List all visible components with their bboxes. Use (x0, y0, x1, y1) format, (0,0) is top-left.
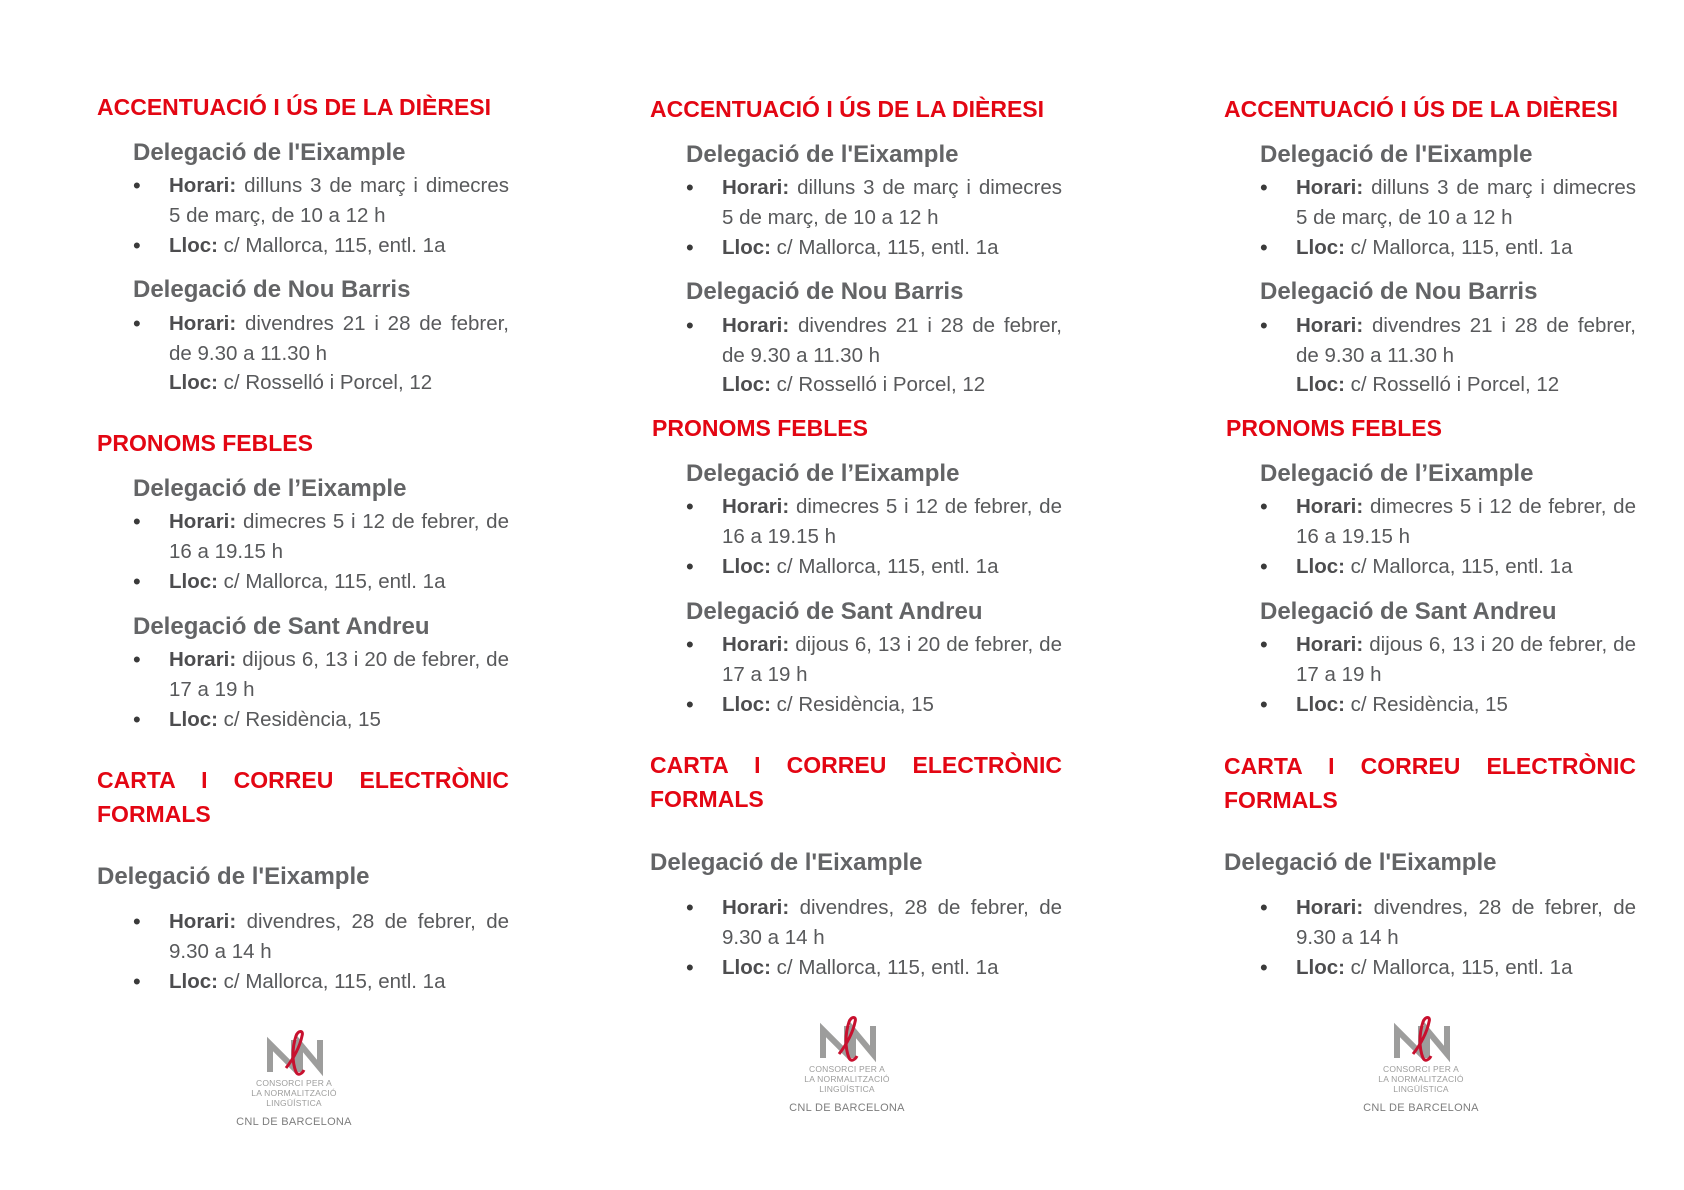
logo-text: LA NORMALITZACIÓ (1378, 1074, 1464, 1084)
section-title-carta (97, 763, 509, 831)
horari-label: Horari: (169, 312, 237, 335)
section-title-pronoms: PRONOMS FEBLES (652, 415, 868, 441)
lloc-text: c/ Mallorca, 115, entl. 1a (776, 555, 999, 578)
horari-text: divendres 21 i 28 de febrer, de 9.30 a 11.30 h (722, 314, 1062, 367)
section-title-accentuacio: ACCENTUACIÓ I ÚS DE LA DIÈRESI (650, 96, 1045, 122)
delegation-eixample: Delegació de l’Eixample (1260, 460, 1534, 487)
location-item (722, 690, 1062, 720)
horari-text: divendres, 28 de febrer, de 9.30 a 14 h (1296, 896, 1637, 949)
section-title-pronoms: PRONOMS FEBLES (97, 430, 313, 456)
lloc-text: c/ Rosselló i Porcel, 12 (223, 371, 433, 394)
horari-text: dijous 6, 13 i 20 de febrer, de 17 a 19 h (169, 648, 509, 701)
lloc-label: Lloc: (169, 708, 218, 731)
delegation-eixample: Delegació de l'Eixample (97, 863, 370, 890)
lloc-label: Lloc: (722, 956, 771, 979)
horari-label: Horari: (722, 314, 790, 337)
lloc-text: c/ Mallorca, 115, entl. 1a (223, 234, 446, 257)
schedule-item (1296, 311, 1636, 370)
horari-label: Horari: (1296, 896, 1364, 919)
delegation-eixample: Delegació de l'Eixample (650, 849, 923, 876)
cnl-logo-icon (817, 1014, 877, 1064)
horari-label: Horari: (169, 648, 237, 671)
delegation-sant-andreu: Delegació de Sant Andreu (686, 598, 983, 625)
lloc-label: Lloc: (169, 970, 218, 993)
logo-text: CONSORCI PER A (255, 1078, 332, 1088)
delegation-eixample: Delegació de l’Eixample (686, 460, 960, 487)
horari-text: divendres 21 i 28 de febrer, de 9.30 a 11.30 h (1296, 314, 1636, 367)
location-item (1296, 233, 1636, 263)
lloc-text: c/ Residència, 15 (223, 708, 381, 731)
cnl-logo (767, 1014, 927, 1114)
horari-label: Horari: (1296, 314, 1364, 337)
section-title-carta (1224, 749, 1636, 817)
location-item (722, 552, 1062, 582)
lloc-text: c/ Mallorca, 115, entl. 1a (776, 236, 999, 259)
section-title-line: CARTA I CORREU ELECTRÒNIC (97, 767, 509, 793)
section-title-line: CARTA I CORREU ELECTRÒNIC (1224, 753, 1636, 779)
location-item (1296, 370, 1636, 400)
delegation-eixample: Delegació de l'Eixample (1260, 141, 1533, 168)
horari-label: Horari: (169, 910, 237, 933)
cnl-logo (214, 1028, 374, 1128)
delegation-nou-barris: Delegació de Nou Barris (133, 276, 411, 303)
lloc-label: Lloc: (169, 371, 218, 394)
section-title-pronoms: PRONOMS FEBLES (1226, 415, 1442, 441)
horari-label: Horari: (169, 510, 237, 533)
column-2 (650, 0, 1070, 1190)
horari-label: Horari: (1296, 176, 1364, 199)
delegation-eixample: Delegació de l'Eixample (133, 139, 406, 166)
section-title-line: FORMALS (650, 786, 764, 812)
lloc-label: Lloc: (722, 693, 771, 716)
location-item (1296, 953, 1636, 983)
logo-text: CONSORCI PER A (1382, 1064, 1459, 1074)
delegation-sant-andreu: Delegació de Sant Andreu (1260, 598, 1557, 625)
schedule-item (1296, 492, 1636, 551)
delegation-sant-andreu: Delegació de Sant Andreu (133, 613, 430, 640)
lloc-label: Lloc: (1296, 236, 1345, 259)
lloc-text: c/ Mallorca, 115, entl. 1a (1350, 236, 1573, 259)
delegation-eixample: Delegació de l’Eixample (133, 475, 407, 502)
horari-text: dilluns 3 de març i dimecres 5 de març, de 10 a 12 h (722, 176, 1062, 229)
lloc-label: Lloc: (722, 555, 771, 578)
lloc-label: Lloc: (169, 570, 218, 593)
horari-text: divendres 21 i 28 de febrer, de 9.30 a 11.30 h (169, 312, 509, 365)
lloc-label: Lloc: (1296, 373, 1345, 396)
horari-text: dijous 6, 13 i 20 de febrer, de 17 a 19 h (1296, 633, 1636, 686)
lloc-text: c/ Mallorca, 115, entl. 1a (1350, 956, 1573, 979)
lloc-label: Lloc: (1296, 956, 1345, 979)
horari-text: divendres, 28 de febrer, de 9.30 a 14 h (169, 910, 510, 963)
lloc-text: c/ Mallorca, 115, entl. 1a (1350, 555, 1573, 578)
lloc-label: Lloc: (169, 234, 218, 257)
schedule-item (1296, 173, 1636, 232)
horari-label: Horari: (722, 176, 790, 199)
logo-footer: CNL DE BARCELONA (236, 1116, 352, 1128)
schedule-item (722, 311, 1062, 370)
horari-label: Horari: (722, 896, 790, 919)
logo-text: CONSORCI PER A (808, 1064, 885, 1074)
lloc-label: Lloc: (722, 373, 771, 396)
logo-text: LINGÜÍSTICA (1393, 1084, 1449, 1094)
lloc-text: c/ Rosselló i Porcel, 12 (776, 373, 986, 396)
schedule-item (722, 630, 1062, 689)
schedule-item (169, 171, 509, 230)
location-item (169, 368, 509, 398)
horari-text: divendres, 28 de febrer, de 9.30 a 14 h (722, 896, 1063, 949)
horari-text: dilluns 3 de març i dimecres 5 de març, de 10 a 12 h (169, 174, 509, 227)
section-title-line: FORMALS (1224, 787, 1338, 813)
lloc-text: c/ Rosselló i Porcel, 12 (1350, 373, 1560, 396)
schedule-item (722, 173, 1062, 232)
location-item (722, 233, 1062, 263)
delegation-eixample: Delegació de l'Eixample (1224, 849, 1497, 876)
schedule-item (1296, 893, 1636, 952)
section-title-carta (650, 748, 1062, 816)
horari-label: Horari: (722, 633, 790, 656)
location-item (169, 967, 509, 997)
logo-text: LA NORMALITZACIÓ (804, 1074, 890, 1084)
lloc-text: c/ Mallorca, 115, entl. 1a (223, 970, 446, 993)
horari-text: dimecres 5 i 12 de febrer, de 16 a 19.15 h (169, 510, 509, 563)
horari-label: Horari: (722, 495, 790, 518)
location-item (1296, 552, 1636, 582)
column-3 (1224, 0, 1644, 1190)
cnl-logo-icon (1391, 1014, 1451, 1064)
horari-text: dijous 6, 13 i 20 de febrer, de 17 a 19 h (722, 633, 1062, 686)
delegation-nou-barris: Delegació de Nou Barris (686, 278, 964, 305)
horari-text: dimecres 5 i 12 de febrer, de 16 a 19.15 h (1296, 495, 1636, 548)
schedule-item (169, 907, 509, 966)
column-1 (97, 0, 517, 1190)
lloc-text: c/ Residència, 15 (1350, 693, 1508, 716)
schedule-item (722, 492, 1062, 551)
schedule-item (169, 507, 509, 566)
horari-label: Horari: (1296, 633, 1364, 656)
location-item (169, 567, 509, 597)
delegation-eixample: Delegació de l'Eixample (686, 141, 959, 168)
location-item (722, 953, 1062, 983)
logo-text: LA NORMALITZACIÓ (251, 1088, 337, 1098)
logo-text: LINGÜÍSTICA (819, 1084, 875, 1094)
location-item (169, 231, 509, 261)
schedule-item (169, 309, 509, 368)
horari-text: dilluns 3 de març i dimecres 5 de març, de 10 a 12 h (1296, 176, 1636, 229)
lloc-text: c/ Mallorca, 115, entl. 1a (776, 956, 999, 979)
cnl-logo-icon (264, 1028, 324, 1078)
logo-footer: CNL DE BARCELONA (1363, 1102, 1479, 1114)
lloc-text: c/ Mallorca, 115, entl. 1a (223, 570, 446, 593)
schedule-item (169, 645, 509, 704)
delegation-nou-barris: Delegació de Nou Barris (1260, 278, 1538, 305)
lloc-text: c/ Residència, 15 (776, 693, 934, 716)
location-item (1296, 690, 1636, 720)
lloc-label: Lloc: (1296, 555, 1345, 578)
logo-footer: CNL DE BARCELONA (789, 1102, 905, 1114)
section-title-accentuacio: ACCENTUACIÓ I ÚS DE LA DIÈRESI (1224, 96, 1619, 122)
location-item (722, 370, 1062, 400)
lloc-label: Lloc: (1296, 693, 1345, 716)
schedule-item (1296, 630, 1636, 689)
horari-label: Horari: (1296, 495, 1364, 518)
horari-text: dimecres 5 i 12 de febrer, de 16 a 19.15 h (722, 495, 1062, 548)
logo-text: LINGÜÍSTICA (266, 1098, 322, 1108)
location-item (169, 705, 509, 735)
section-title-line: FORMALS (97, 801, 211, 827)
horari-label: Horari: (169, 174, 237, 197)
section-title-accentuacio: ACCENTUACIÓ I ÚS DE LA DIÈRESI (97, 94, 492, 120)
lloc-label: Lloc: (722, 236, 771, 259)
section-title-line: CARTA I CORREU ELECTRÒNIC (650, 752, 1062, 778)
cnl-logo (1341, 1014, 1501, 1114)
schedule-item (722, 893, 1062, 952)
